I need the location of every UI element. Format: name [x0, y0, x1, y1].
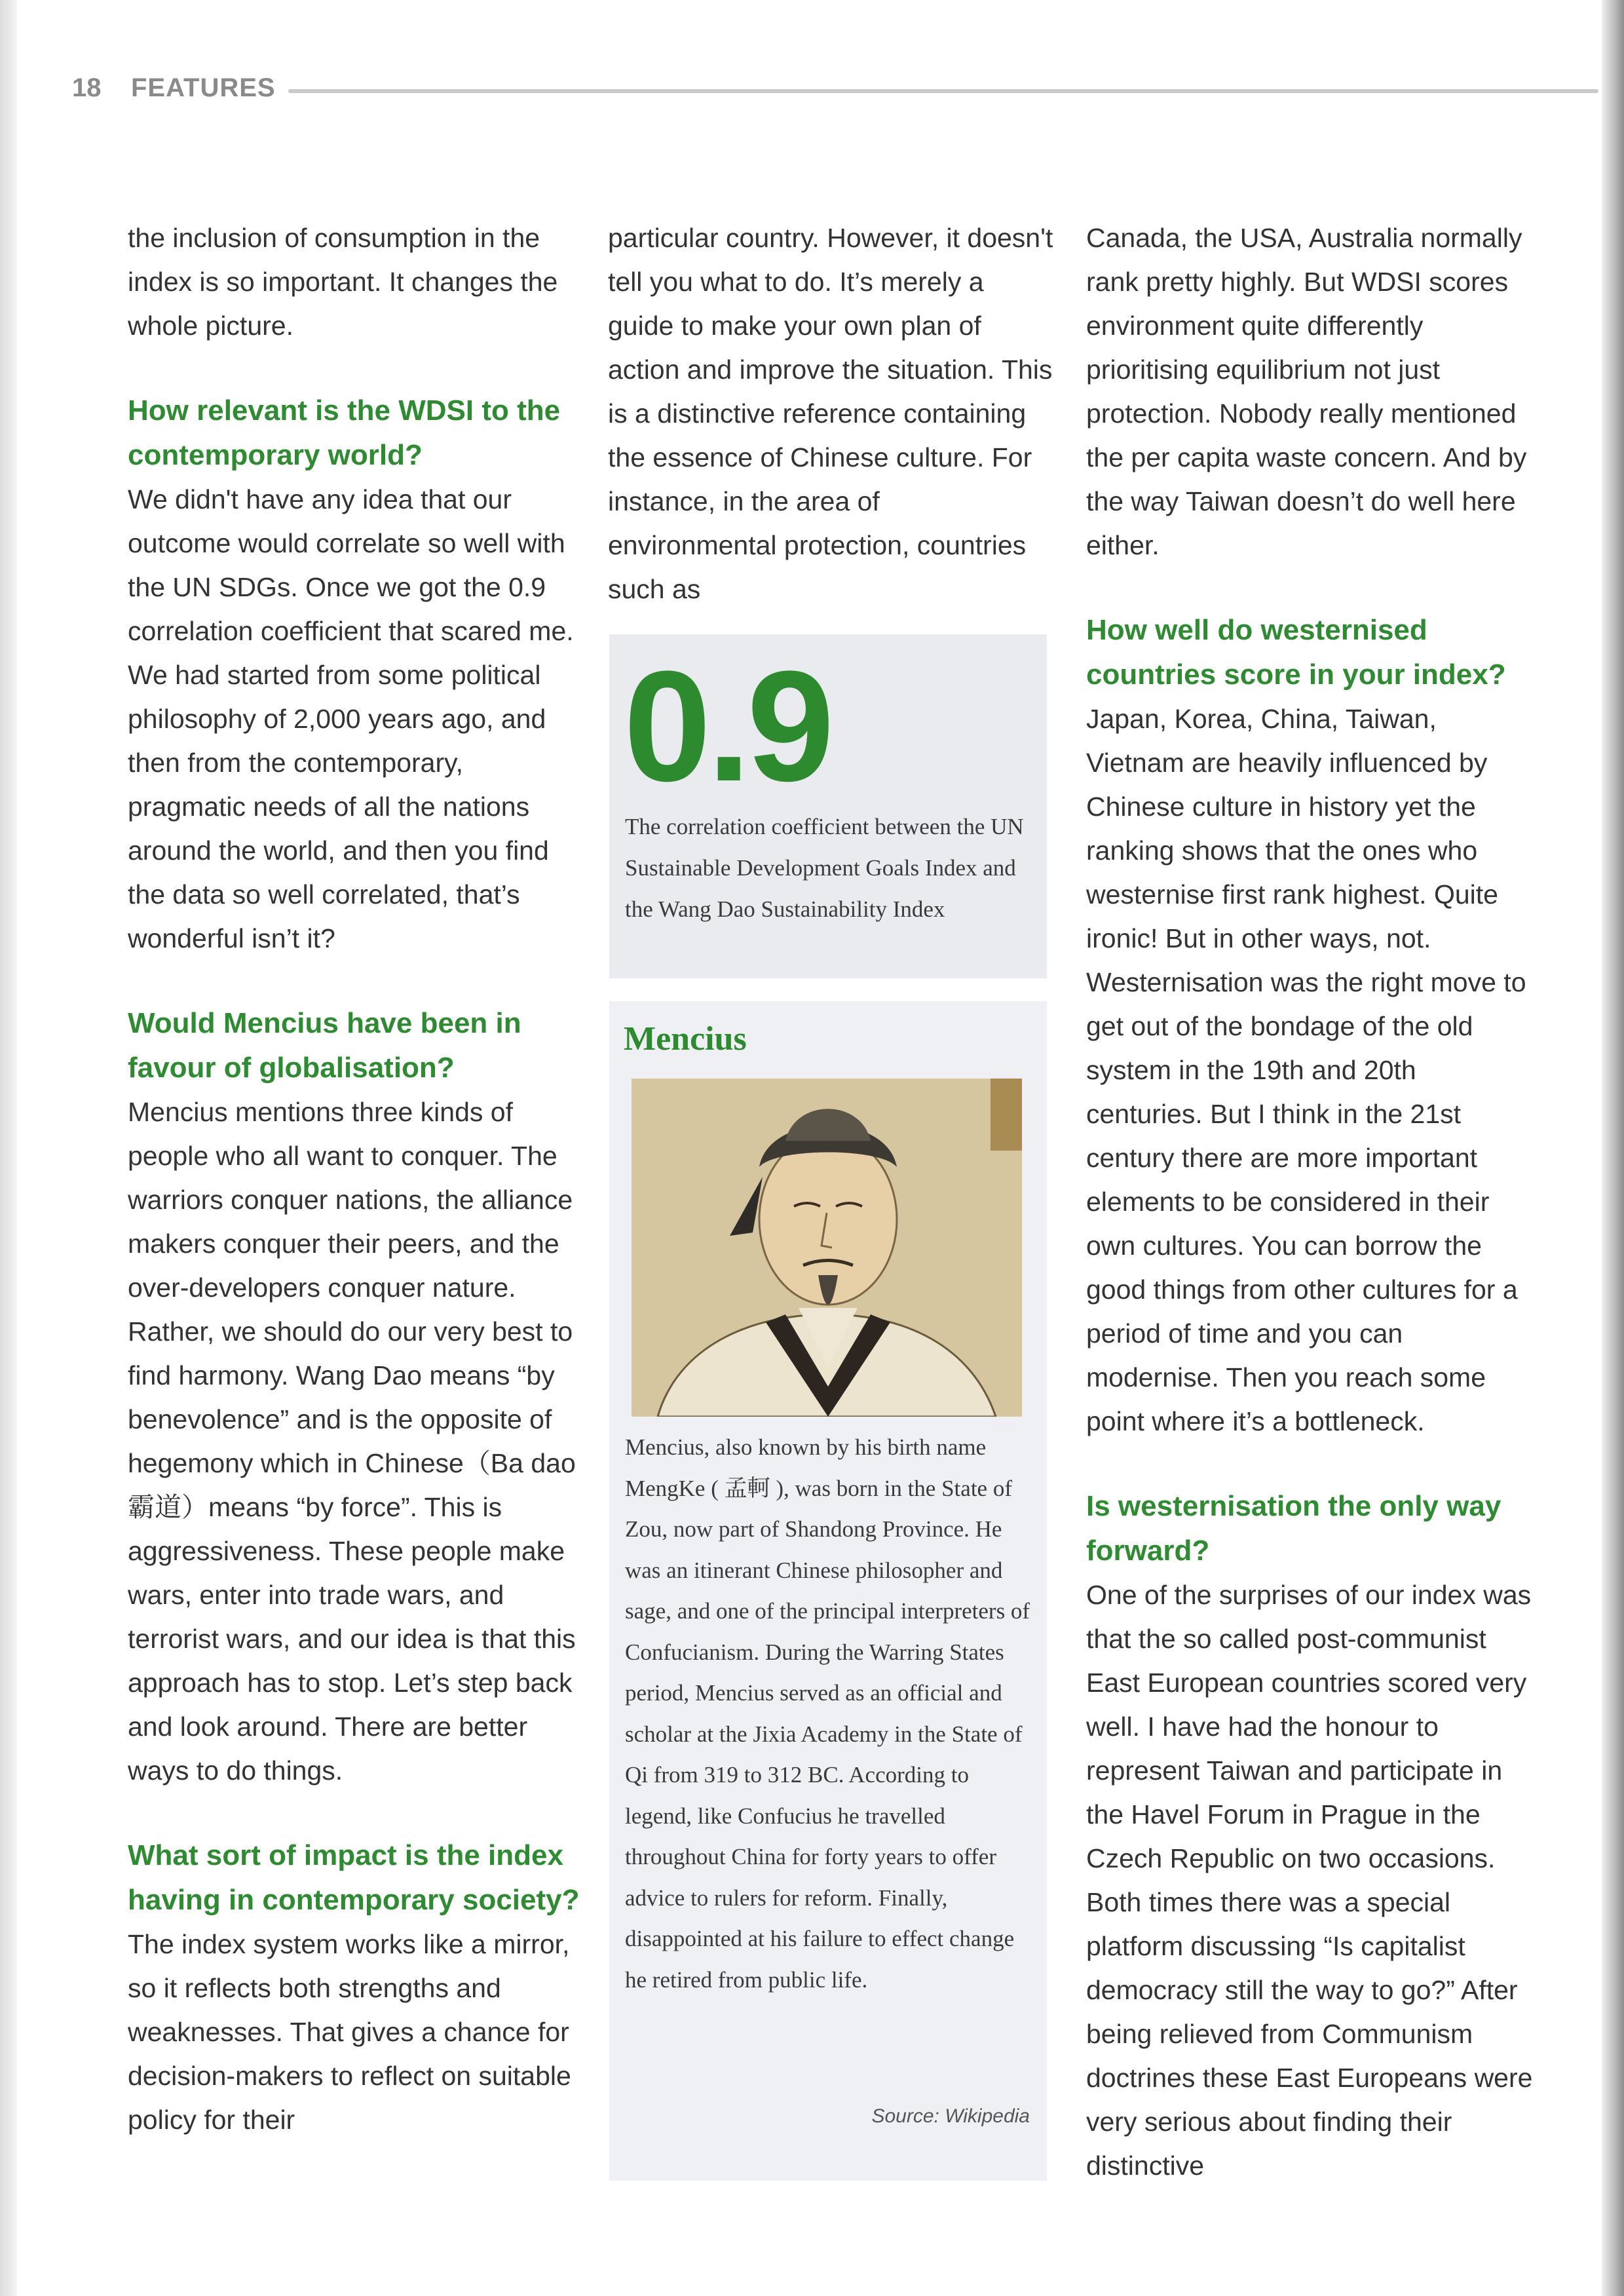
page-edge-right — [1602, 0, 1624, 2296]
answer-paragraph: Japan, Korea, China, Taiwan, Vietnam are heavily influenced by Chinese culture in history yet the ranking shows that the ones who westernise first rank highest. Quite ironic! But in other ways, not. Westernisation was the right move to get out of the bondage of the old system in the 19th and 20th centuries. But I think in the 21st century there are more important elements to be considered in their own cultures. You can borrow the good things from other cultures for a period of time and you can modernise. Then you reach some point where it’s a bottleneck. — [1086, 704, 1526, 1436]
paragraph: the inclusion of consumption in the index is so important. It changes the whole picture. — [128, 223, 558, 341]
question-heading: How well do westernised countries score in your index? — [1086, 614, 1506, 691]
sidebar-text: Mencius, also known by his birth name MengKe ( 孟軻 ), was born in the State of Zou, now part of Shandong Province. He was an itinerant Chinese philosopher and sage, and one of the principal interpreters of Confucianism. During the Warring States period, Mencius served as an official and scholar at the Jixia Academy in the State of Qi from 319 to 312 BC. According to legend, like Confucius he travelled throughout China for forty years to offer advice to rulers for reform. Finally, disappointed at his failure to effect change he retired from public life. — [625, 1434, 1030, 1993]
sidebar-title: Mencius — [624, 1020, 747, 1058]
page-edge-left — [0, 0, 17, 2296]
question-heading: Would Mencius have been in favour of globalisation? — [128, 1007, 521, 1084]
section-name: FEATURES — [131, 73, 276, 102]
answer-paragraph: Mencius mentions three kinds of people who all want to conquer. The warriors conquer nations, the alliance makers conquer their peers, and the over-developers conquer nature. Rather, we should do our very best to find harmony. Wang Dao means “by benevolence” and is the opposite of hegemony which in Chinese（Ba dao 霸道）means “by force”. This is aggressiveness. These people make wars, enter into trade wars, and terrorist wars, and our idea is that this approach has to stop. Let’s step back and look around. There are better ways to do things. — [128, 1097, 576, 1786]
paragraph: particular country. However, it doesn't tell you what to do. It’s merely a guide to make your own plan of action and improve the situation. This is a distinctive reference containing the essence of Chinese culture. For instance, in the area of environmental protection, countries such as — [608, 223, 1053, 604]
stat-callout — [609, 634, 1047, 978]
stat-value: 0.9 — [624, 638, 831, 814]
column-3 — [1086, 216, 1538, 2188]
answer-paragraph: We didn't have any idea that our outcome would correlate so well with the UN SDGs. Once we got the 0.9 correlation coefficient that scared me. We had started from some political philosophy of 2,000 years ago, and then from the contemporary, pragmatic needs of all the nations around the world, and then you find the data so well correlated, that’s wonderful isn’t it? — [128, 484, 574, 953]
paragraph: Canada, the USA, Australia normally rank pretty highly. But WDSI scores environment quite differently prioritising equilibrium not just protection. Nobody really mentioned the per capita waste concern. And by the way Taiwan doesn’t do well here either. — [1086, 223, 1527, 560]
answer-paragraph: One of the surprises of our index was that the so called post-communist East European countries scored very well. I have had the honour to represent Taiwan and participate in the Havel Forum in Prague in the Czech Republic on two occasions. Both times there was a special platform discussing “Is capitalist democracy still the way to go?” After being relieved from Communism doctrines these East Europeans were very serious about finding their distinctive — [1086, 1580, 1533, 2181]
question-heading: How relevant is the WDSI to the contemporary world? — [128, 394, 561, 471]
stat-caption: The correlation coefficient between the UN Sustainable Development Goals Index and the Wang Dao Sustainability Index — [625, 814, 1024, 922]
mencius-sidebar — [609, 1001, 1047, 2181]
question-heading: Is westernisation the only way forward? — [1086, 1490, 1501, 1567]
page-number: 18 — [72, 73, 102, 102]
column-1 — [128, 216, 586, 2142]
answer-paragraph: The index system works like a mirror, so it reflects both strengths and weaknesses. That gives a chance for decision-makers to reflect on suitable policy for their — [128, 1929, 571, 2135]
question-heading: What sort of impact is the index having in contemporary society? — [128, 1839, 580, 1916]
portrait-illustration — [632, 1079, 1022, 1417]
mencius-portrait — [632, 1079, 1022, 1417]
sidebar-source: Source: Wikipedia — [871, 2105, 1030, 2127]
header-rule — [288, 89, 1598, 93]
column-2 — [608, 216, 1053, 611]
running-head — [72, 73, 1598, 113]
